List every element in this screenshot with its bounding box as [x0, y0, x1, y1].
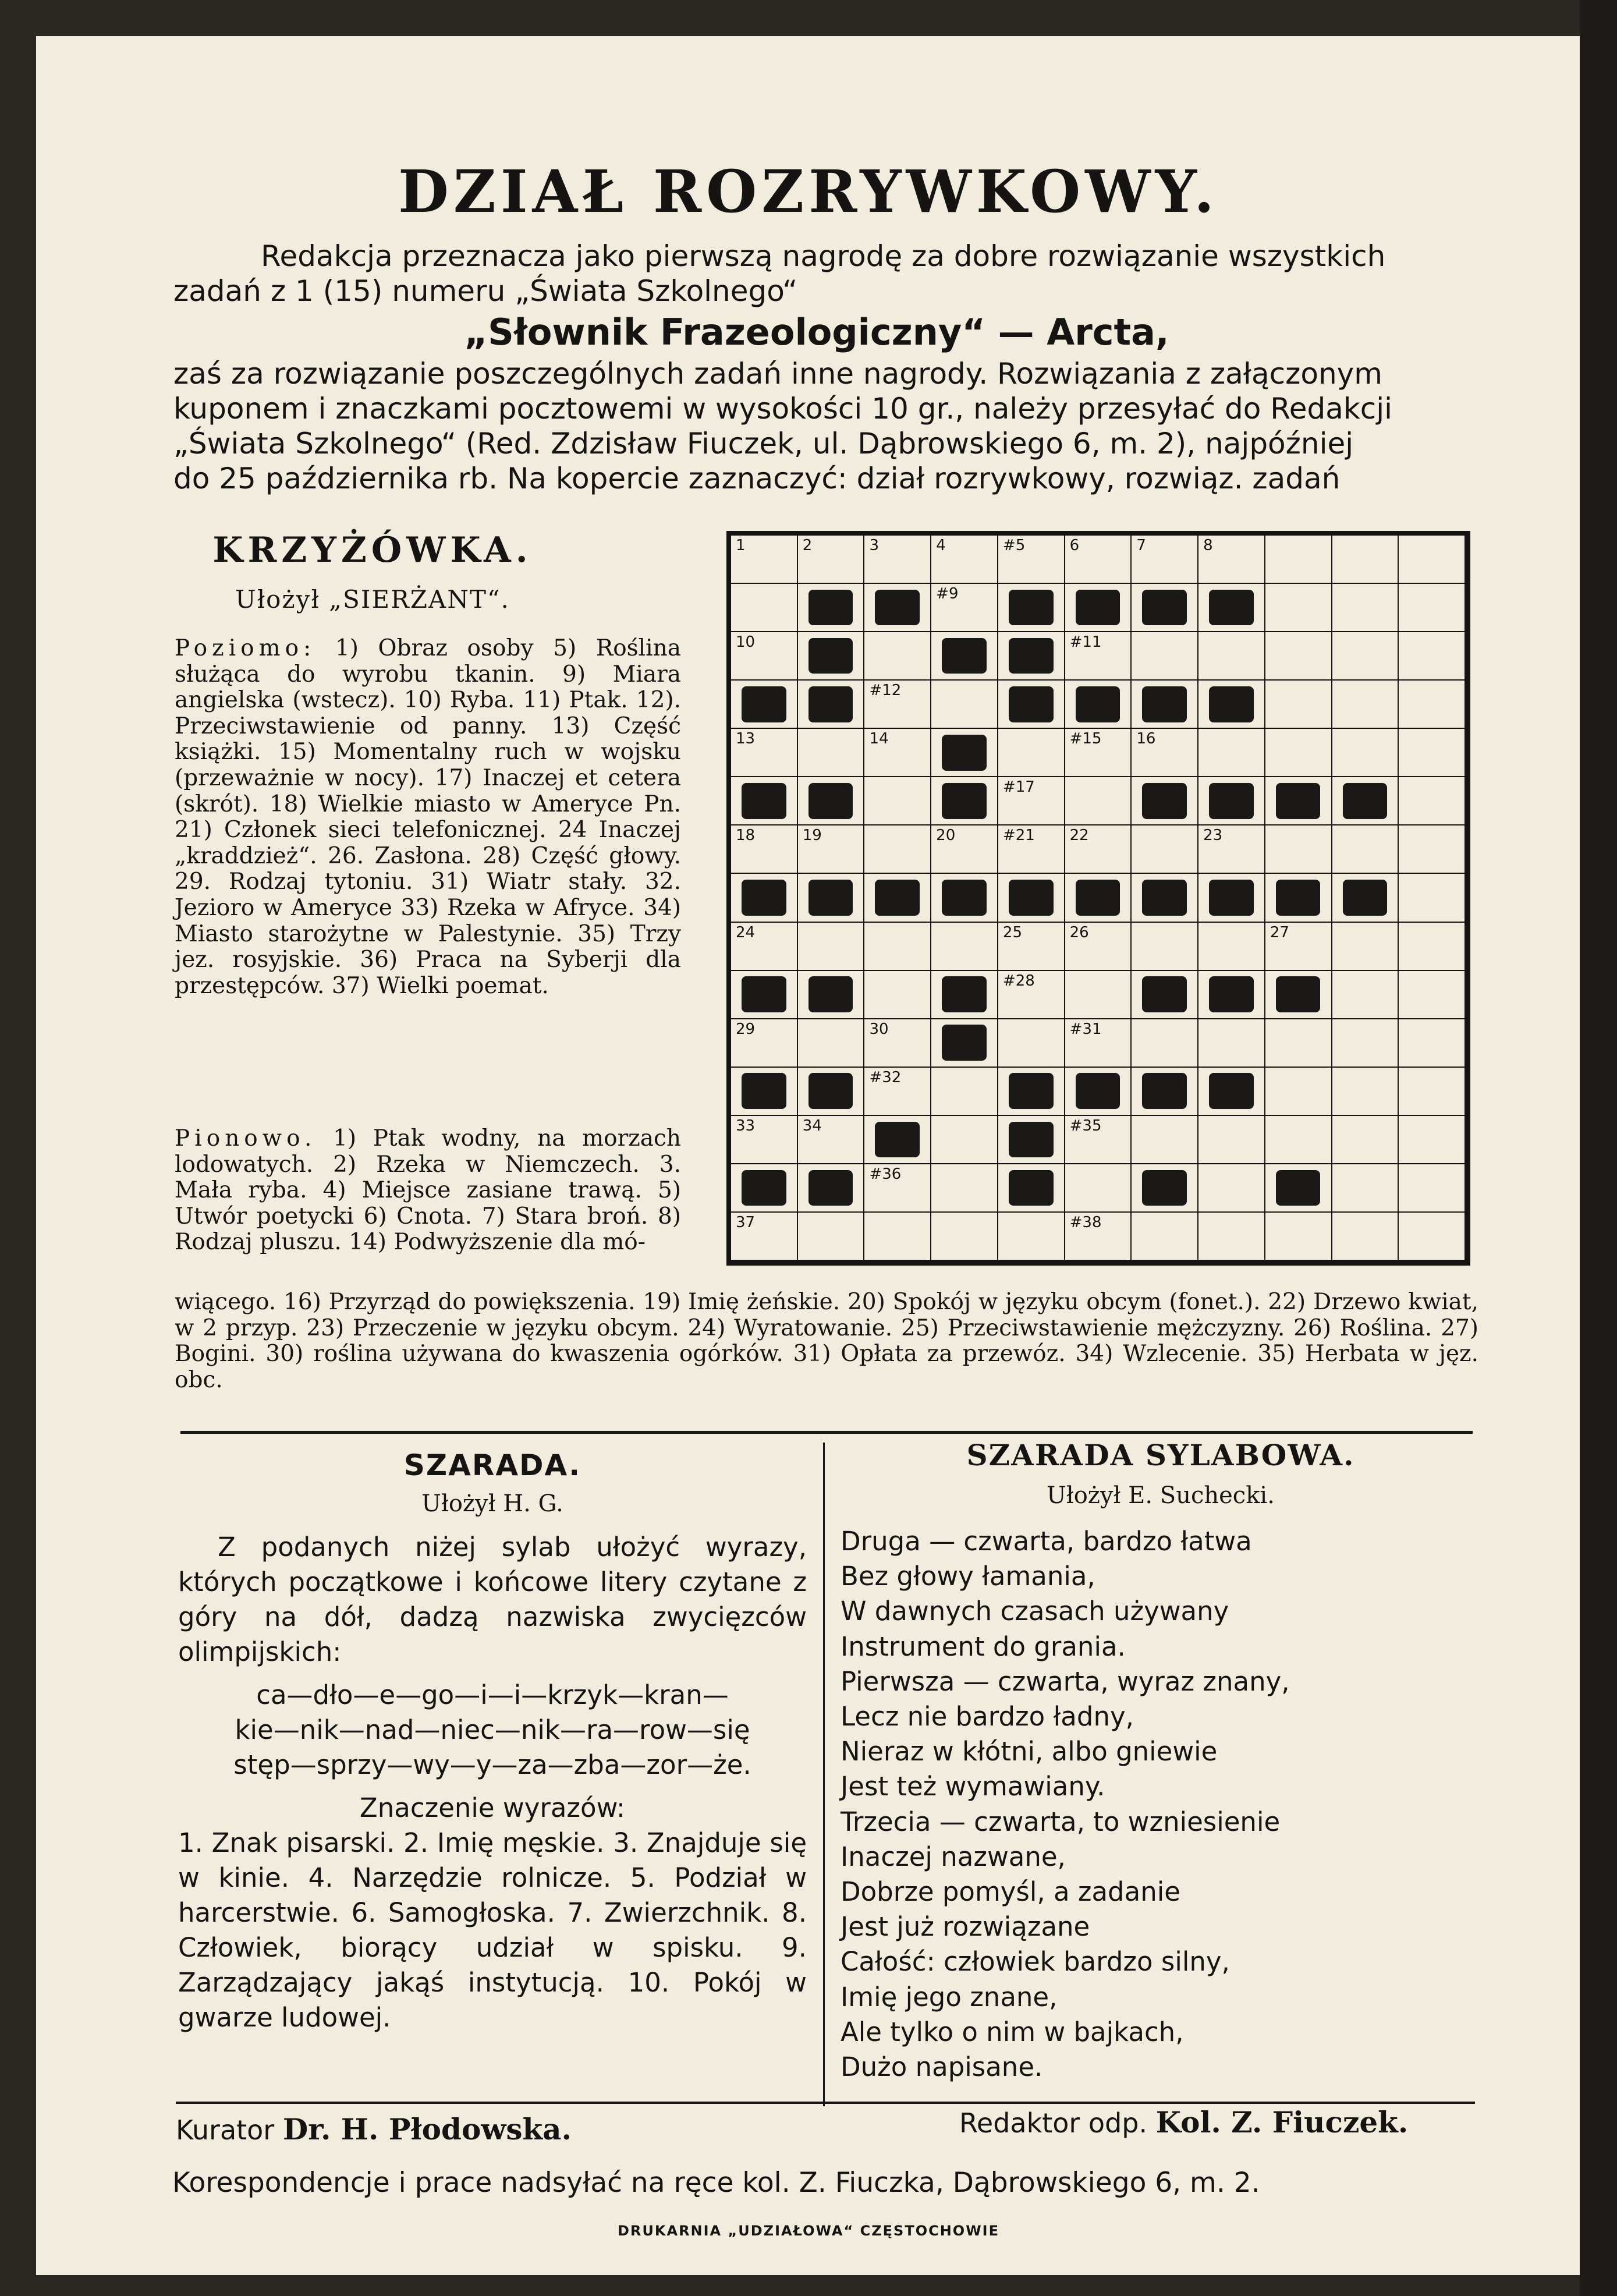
crossword-cell-number: 14	[869, 730, 889, 748]
crossword-cell-number: 7	[1136, 537, 1146, 554]
crossword-cell-number: 20	[936, 827, 956, 845]
poem-line: Imię jego znane,	[841, 1981, 1058, 2012]
poem-line: W dawnych czasach używany	[841, 1596, 1229, 1627]
crossword-cell	[1265, 1116, 1332, 1164]
crossword-cell	[798, 923, 865, 971]
crossword-cell	[1198, 536, 1265, 584]
crossword-cell	[864, 1068, 931, 1116]
crossword-cell	[1198, 923, 1265, 971]
crossword-black-cell	[998, 1116, 1065, 1164]
crossword-cell	[1399, 1213, 1466, 1261]
meaning-heading: Znaczenie wyrazów:	[359, 1792, 626, 1823]
poem-line: Bez głowy łamania,	[841, 1561, 1095, 1592]
crossword-cell-number: #28	[1002, 972, 1035, 990]
poem-line: Ale tylko o nim w bajkach,	[841, 2016, 1184, 2047]
crossword-black-cell	[931, 1019, 998, 1068]
syllables-line: ca—dło—e—go—i—i—krzyk—kran—	[256, 1680, 729, 1710]
crossword-cell	[1265, 584, 1332, 632]
intro-line: Redakcja przeznacza jako pierwszą nagrodę za dobre rozwiązanie wszystkich	[261, 239, 1386, 273]
crossword-cell	[864, 1213, 931, 1261]
crossword-cell	[1132, 825, 1198, 874]
crossword-cell	[864, 825, 931, 874]
crossword-black-cell	[798, 681, 865, 729]
crossword-cell-number: 30	[869, 1020, 889, 1038]
page-title: DZIAŁ ROZRYWKOWY.	[398, 157, 1219, 226]
crossword-grid	[726, 531, 1470, 1266]
crossword-cell	[1332, 632, 1399, 681]
crossword-black-cell	[1065, 584, 1132, 632]
syllables-line: stęp—sprzy—wy—y—za—zba—zor—że.	[233, 1749, 751, 1780]
crossword-black-cell	[1132, 971, 1198, 1019]
crossword-black-cell	[798, 971, 865, 1019]
crossword-cell	[1065, 1019, 1132, 1068]
intro-line: do 25 października rb. Na kopercie zaznaczyć: dział rozrywkowy, rozwiąz. zadań	[173, 462, 1341, 495]
crossword-cell-number: 8	[1203, 537, 1213, 554]
crossword-cell	[1332, 1116, 1399, 1164]
crossword-black-cell	[998, 874, 1065, 922]
crossword-cell	[1065, 971, 1132, 1019]
poem-line: Całość: człowiek bardzo silny,	[841, 1946, 1230, 1978]
szarada-author: Ułożył H. G.	[421, 1490, 563, 1517]
crossword-cell	[798, 536, 865, 584]
section-divider	[180, 1431, 1473, 1434]
poem-line: Druga — czwarta, bardzo łatwa	[841, 1526, 1252, 1557]
crossword-cell	[1265, 729, 1332, 777]
crossword-cell-number: #17	[1002, 778, 1035, 796]
footer-divider	[176, 2102, 1475, 2104]
across-label: Poziomo:	[175, 635, 316, 661]
crossword-black-cell	[998, 681, 1065, 729]
crossword-black-cell	[798, 1164, 865, 1213]
crossword-black-cell	[998, 584, 1065, 632]
crossword-black-cell	[1132, 681, 1198, 729]
crossword-black-cell	[731, 681, 798, 729]
crossword-cell	[1132, 729, 1198, 777]
crossword-cell	[1065, 1116, 1132, 1164]
crossword-cell-number: 26	[1069, 923, 1089, 941]
crossword-cell	[1065, 777, 1132, 825]
crossword-cell	[731, 729, 798, 777]
crossword-cell	[1132, 1213, 1198, 1261]
crossword-cell	[1332, 825, 1399, 874]
crossword-black-cell	[1065, 874, 1132, 922]
crossword-cell	[998, 1019, 1065, 1068]
intro-line: „Świata Szkolnego“ (Red. Zdzisław Fiuczek, ul. Dąbrowskiego 6, m. 2), najpóźniej	[173, 427, 1354, 460]
poem-line: Jest też wymawiany.	[841, 1771, 1105, 1802]
crossword-black-cell	[731, 1164, 798, 1213]
crossword-cell-number: #36	[869, 1165, 902, 1183]
crossword-black-cell	[1332, 777, 1399, 825]
crossword-cell	[1399, 825, 1466, 874]
crossword-black-cell	[1265, 777, 1332, 825]
crossword-cell	[1132, 1019, 1198, 1068]
crossword-cell-number: #5	[1002, 537, 1026, 554]
crossword-cell	[731, 1213, 798, 1261]
crossword-cell-number: #11	[1069, 633, 1102, 651]
crossword-cell	[1265, 681, 1332, 729]
poem-line: Jest już rozwiązane	[841, 1911, 1090, 1943]
kurator-name: Dr. H. Płodowska.	[282, 2112, 572, 2146]
crossword-cell	[798, 1019, 865, 1068]
szarada-instructions: Z podanych niżej sylab ułożyć wyrazy, których początkowe i końcowe litery czytane z góry na dół, dadzą nazwiska zwycięzców olimpijskich:	[178, 1532, 807, 1667]
scan-edge	[1580, 0, 1617, 2296]
crossword-cell	[998, 729, 1065, 777]
crossword-cell-number: 13	[736, 730, 756, 748]
crossword-cell	[864, 1164, 931, 1213]
crossword-cell	[998, 536, 1065, 584]
down-text: 1) Ptak wodny, na morzach lodowatych. 2) Rzeka w Niemczech. 3. Mała ryba. 4) Miejsce zasiane trawą. 5) Utwór poetycki 6) Cnota. 7) Stara broń. 8) Rodzaj pluszu. 14) Podwyższenie dla mó-	[175, 1125, 682, 1256]
crossword-cell	[1198, 1116, 1265, 1164]
crossword-cell	[1065, 825, 1132, 874]
crossword-black-cell	[931, 729, 998, 777]
crossword-cell	[998, 923, 1065, 971]
szarada-body	[178, 1530, 807, 2035]
crossword-cell	[798, 1213, 865, 1261]
crossword-cell	[931, 1068, 998, 1116]
crossword-cell	[1198, 729, 1265, 777]
crossword-cell	[731, 632, 798, 681]
szarada-sylabowa-poem	[841, 1524, 1481, 2085]
crossword-cell	[1332, 1164, 1399, 1213]
crossword-black-cell	[798, 632, 865, 681]
poem-line: Nieraz w kłótni, albo gniewie	[841, 1736, 1218, 1767]
crossword-cell	[1399, 1116, 1466, 1164]
crossword-down-continued: wiącego. 16) Przyrząd do powiększenia. 19) Imię żeńskie. 20) Spokój w języku obcym (fonet.). 22) Drzewo kwiat, w 2 przyp. 23) Przeczenie w języku obcym. 24) Wyratowanie. 25) Przeciwstawienie mężczyzny. 26) Roślina. 27) Bogini. 30) roślina używana do kwaszenia ogórków. 31) Opłata za przewóz. 34) Wzlecenie. 35) Herbata w jęz. obc.	[175, 1289, 1478, 1393]
crossword-black-cell	[1065, 1068, 1132, 1116]
crossword-cell-number: 25	[1002, 923, 1022, 941]
crossword-cell	[864, 632, 931, 681]
crossword-cell	[864, 971, 931, 1019]
crossword-cell-number: 23	[1203, 827, 1223, 845]
crossword-black-cell	[1132, 584, 1198, 632]
crossword-black-cell	[1198, 971, 1265, 1019]
crossword-cell	[1065, 729, 1132, 777]
crossword-cell	[1065, 536, 1132, 584]
crossword-black-cell	[998, 1068, 1065, 1116]
crossword-cell	[1399, 1019, 1466, 1068]
down-label: Pionowo.	[175, 1125, 317, 1151]
crossword-cell	[1399, 536, 1466, 584]
crossword-black-cell	[864, 874, 931, 922]
crossword-black-cell	[1132, 1164, 1198, 1213]
crossword-cell	[1332, 729, 1399, 777]
crossword-cell	[798, 1116, 865, 1164]
crossword-cell	[931, 1213, 998, 1261]
crossword-cell	[1265, 923, 1332, 971]
crossword-cell	[1399, 729, 1466, 777]
crossword-cell	[1399, 1164, 1466, 1213]
crossword-cell	[1399, 1068, 1466, 1116]
crossword-cell	[1265, 825, 1332, 874]
crossword-cell	[1332, 536, 1399, 584]
crossword-cell	[998, 971, 1065, 1019]
crossword-cell	[1332, 971, 1399, 1019]
across-text: 1) Obraz osoby 5) Roślina służąca do wyrobu tkanin. 9) Miara angielska (wstecz). 10) Ryba. 11) Ptak. 12). Przeciwstawienie od panny. 13) Część książki. 15) Momentalny ruch w wojsku (przeważnie w nocy). 17) Inaczej et cetera (skrót). 18) Wielkie miasto w Ameryce Pn. 21) Członek sieci telefonicznej. 24 Inaczej „kraddzież“. 26. Zasłona. 28) Część głowy. 29. Rodzaj tytoniu. 31) Wiatr stały. 32. Jezioro w Ameryce 33) Rzeka w Afryce. 34) Miasto starożytne w Palestynie. 35) Trzy jez. rosyjskie. 36) Praca na Syberji dla przestępców. 37) Wielki poemat.	[175, 635, 681, 999]
crossword-cell	[1399, 971, 1466, 1019]
crossword-cell	[864, 681, 931, 729]
printer-imprint: DRUKARNIA „UDZIAŁOWA“ CZĘSTOCHOWIE	[618, 2223, 999, 2239]
crossword-cell-number: 29	[736, 1020, 756, 1038]
crossword-cell	[731, 923, 798, 971]
crossword-black-cell	[798, 584, 865, 632]
crossword-cell	[1065, 632, 1132, 681]
crossword-cell	[731, 584, 798, 632]
crossword-cell-number: #31	[1069, 1020, 1102, 1038]
crossword-black-cell	[998, 632, 1065, 681]
crossword-black-cell	[1132, 1068, 1198, 1116]
crossword-cell	[931, 681, 998, 729]
crossword-cell-number: #38	[1069, 1213, 1102, 1231]
crossword-cell-number: 6	[1069, 537, 1080, 554]
crossword-black-cell	[798, 874, 865, 922]
crossword-black-cell	[1065, 681, 1132, 729]
correspondence-line: Korespondencje i prace nadsyłać na ręce kol. Z. Fiuczka, Dąbrowskiego 6, m. 2.	[172, 2167, 1260, 2199]
crossword-black-cell	[1265, 874, 1332, 922]
crossword-cell	[798, 825, 865, 874]
crossword-cell	[1332, 923, 1399, 971]
crossword-cell-number: 16	[1136, 730, 1156, 748]
kurator-line	[176, 2112, 572, 2146]
crossword-black-cell	[931, 777, 998, 825]
crossword-cell	[931, 536, 998, 584]
crossword-cell	[864, 536, 931, 584]
poem-line: Inaczej nazwane,	[841, 1841, 1066, 1872]
crossword-cell	[1198, 1019, 1265, 1068]
crossword-black-cell	[1198, 874, 1265, 922]
crossword-cell	[1399, 632, 1466, 681]
crossword-cell	[1265, 1019, 1332, 1068]
crossword-black-cell	[1198, 584, 1265, 632]
crossword-black-cell	[731, 971, 798, 1019]
poem-line: Dobrze pomyśl, a zadanie	[841, 1876, 1180, 1908]
crossword-cell	[864, 729, 931, 777]
szarada-title: SZARADA.	[403, 1448, 581, 1482]
crossword-cell-number: 37	[736, 1213, 756, 1231]
crossword-cell	[864, 777, 931, 825]
crossword-cell-number: 10	[736, 633, 756, 651]
crossword-cell-number: 1	[736, 537, 746, 554]
crossword-cell	[1132, 632, 1198, 681]
crossword-cell	[1332, 1019, 1399, 1068]
crossword-across-clues	[175, 636, 681, 999]
crossword-cell-number: 22	[1069, 827, 1089, 845]
crossword-cell	[1265, 536, 1332, 584]
crossword-cell	[1332, 681, 1399, 729]
crossword-black-cell	[1198, 777, 1265, 825]
crossword-cell-number: #9	[936, 585, 959, 603]
redaktor-label: Redaktor odp.	[959, 2107, 1148, 2139]
crossword-black-cell	[731, 874, 798, 922]
crossword-cell-number: 18	[736, 827, 756, 845]
crossword-cell	[731, 536, 798, 584]
crossword-black-cell	[798, 1068, 865, 1116]
crossword-cell	[864, 923, 931, 971]
crossword-black-cell	[998, 1164, 1065, 1213]
crossword-cell	[1332, 1068, 1399, 1116]
meaning-list: 1. Znak pisarski. 2. Imię męskie. 3. Znajduje się w kinie. 4. Narzędzie rolnicze. 5. Podział w harcerstwie. 6. Samogłoska. 7. Zwierzchnik. 8. Człowiek, biorący udział w spisku. 9. Zarządzający jakąś instytucją. 10. Pokój w gwarze ludowej.	[178, 1827, 807, 2033]
crossword-cell	[1332, 584, 1399, 632]
crossword-cell-number: #21	[1002, 827, 1035, 845]
crossword-cell	[1132, 536, 1198, 584]
poem-line: Pierwsza — czwarta, wyraz znany,	[841, 1666, 1290, 1697]
crossword-cell	[1265, 632, 1332, 681]
column-divider	[823, 1443, 825, 2106]
crossword-cell	[931, 1164, 998, 1213]
crossword-cell	[1065, 1213, 1132, 1261]
crossword-cell	[1399, 584, 1466, 632]
crossword-cell-number: #35	[1069, 1117, 1102, 1135]
crossword-cell	[1399, 777, 1466, 825]
crossword-cell	[864, 1019, 931, 1068]
crossword-cell	[931, 1116, 998, 1164]
crossword-cell-number: 4	[936, 537, 946, 554]
crossword-cell	[1399, 874, 1466, 922]
kurator-label: Kurator	[176, 2114, 275, 2146]
crossword-cell	[931, 825, 998, 874]
crossword-black-cell	[798, 777, 865, 825]
crossword-cell-number: 3	[869, 537, 879, 554]
crossword-black-cell	[931, 874, 998, 922]
crossword-cell-number: 34	[802, 1117, 822, 1135]
crossword-cell	[1198, 825, 1265, 874]
crossword-black-cell	[1265, 971, 1332, 1019]
crossword-black-cell	[931, 971, 998, 1019]
crossword-cell-number: #12	[869, 682, 902, 700]
crossword-black-cell	[731, 777, 798, 825]
redaktor-line	[959, 2105, 1408, 2139]
crossword-cell	[998, 1213, 1065, 1261]
crossword-author: Ułożył „SIERŻANT“.	[235, 585, 510, 614]
crossword-black-cell	[731, 1068, 798, 1116]
crossword-cell	[1265, 1068, 1332, 1116]
poem-line: Lecz nie bardzo ładny,	[841, 1701, 1134, 1732]
crossword-black-cell	[1265, 1164, 1332, 1213]
crossword-black-cell	[1132, 874, 1198, 922]
crossword-cell-number: 24	[736, 923, 756, 941]
crossword-cell	[998, 825, 1065, 874]
crossword-board	[726, 531, 1470, 1266]
syllables-line: kie—nik—nad—niec—nik—ra—row—się	[235, 1714, 750, 1745]
crossword-cell	[1332, 1213, 1399, 1261]
crossword-cell-number: #15	[1069, 730, 1102, 748]
crossword-cell	[1198, 1213, 1265, 1261]
poem-line: Instrument do grania.	[841, 1631, 1126, 1662]
intro-line: kuponem i znaczkami pocztowemi w wysokości 10 gr., należy przesyłać do Redakcji	[173, 392, 1393, 426]
crossword-down-clues	[175, 1126, 681, 1256]
crossword-cell	[1065, 923, 1132, 971]
crossword-cell-number: 19	[802, 827, 822, 845]
crossword-cell	[798, 729, 865, 777]
intro-paragraph	[173, 239, 1460, 496]
crossword-black-cell	[864, 584, 931, 632]
poem-line: Trzecia — czwarta, to wzniesienie	[841, 1806, 1281, 1837]
crossword-cell-number: 2	[802, 537, 813, 554]
intro-line: zadań z 1 (15) numeru „Świata Szkolnego“	[173, 274, 798, 308]
crossword-black-cell	[1132, 777, 1198, 825]
crossword-cell	[1399, 681, 1466, 729]
crossword-cell	[731, 825, 798, 874]
crossword-title: KRZYŻÓWKA.	[212, 530, 533, 571]
crossword-cell-number: 27	[1270, 923, 1289, 941]
redaktor-name: Kol. Z. Fiuczek.	[1155, 2105, 1409, 2139]
szarada-sylabowa-title: SZARADA SYLABOWA.	[966, 1438, 1355, 1472]
crossword-cell	[1198, 632, 1265, 681]
crossword-black-cell	[864, 1116, 931, 1164]
szarada-sylabowa-author: Ułożył E. Suchecki.	[1047, 1482, 1275, 1509]
crossword-cell	[1265, 1213, 1332, 1261]
crossword-cell	[998, 777, 1065, 825]
crossword-cell-number: 33	[736, 1117, 756, 1135]
crossword-cell	[1399, 923, 1466, 971]
prize-title: „Słownik Frazeologiczny“ — Arcta,	[464, 311, 1169, 353]
crossword-black-cell	[1198, 681, 1265, 729]
crossword-black-cell	[1332, 874, 1399, 922]
crossword-cell	[731, 1116, 798, 1164]
crossword-cell	[1065, 1164, 1132, 1213]
crossword-cell	[1198, 1164, 1265, 1213]
crossword-black-cell	[1198, 1068, 1265, 1116]
crossword-cell-number: #32	[869, 1068, 902, 1086]
poem-line: Dużo napisane.	[841, 2051, 1043, 2083]
crossword-cell	[1132, 923, 1198, 971]
crossword-cell	[931, 923, 998, 971]
intro-line: zaś za rozwiązanie poszczególnych zadań inne nagrody. Rozwiązania z załączonym	[173, 357, 1382, 391]
crossword-cell	[731, 1019, 798, 1068]
crossword-black-cell	[931, 632, 998, 681]
crossword-cell	[1132, 1116, 1198, 1164]
crossword-cell	[931, 584, 998, 632]
